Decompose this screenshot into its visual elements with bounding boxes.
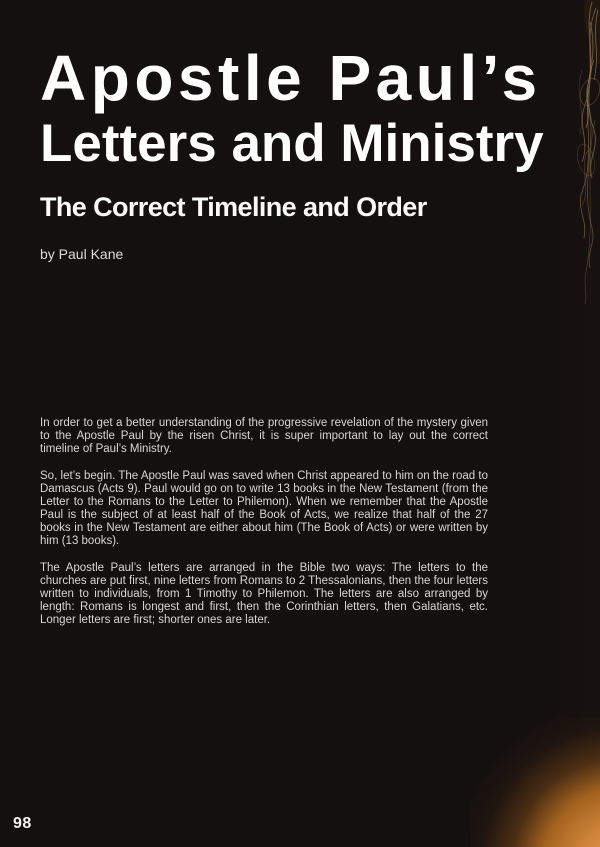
right-edge-photo <box>552 0 600 847</box>
body-text <box>40 417 488 641</box>
warm-glow-image <box>470 717 600 847</box>
page-title-line2: Letters and Ministry <box>40 114 544 173</box>
page-title-line1: Apostle Paul’s <box>40 42 542 114</box>
paragraph-1: In order to get a better understanding of the progressive revelation of the mystery given to the Apostle Paul by the risen Christ, it is super important to lay out the correct timeline of Paul’s Ministry. <box>40 417 488 455</box>
page-number: 98 <box>13 815 32 832</box>
paragraph-2: So, let’s begin. The Apostle Paul was saved when Christ appeared to him on the road to Damascus (Acts 9). Paul would go on to write 13 books in the New Testament (from the Letter to the Romans to the Letter to Philemon). When we remember that the Apostle Paul is the subject of at least half of the Book of Acts, we realize that half of the 27 books in the New Testament are either about him (The Book of Acts) or were written by him (13 books). <box>40 470 488 547</box>
page-subtitle: The Correct Timeline and Order <box>40 192 427 222</box>
paragraph-3: The Apostle Paul’s letters are arranged in the Bible two ways: The letters to the churches are put first, nine letters from Romans to 2 Thessalonians, then the four letters written to individuals, from 1 Timothy to Philemon. The letters are also arranged by length: Romans is longest and first, then the Corinthian letters, then Galatians, etc. Longer letters are first; shorter ones are later. <box>40 562 488 626</box>
hair-strands-image <box>552 0 600 320</box>
byline: by Paul Kane <box>40 246 124 262</box>
